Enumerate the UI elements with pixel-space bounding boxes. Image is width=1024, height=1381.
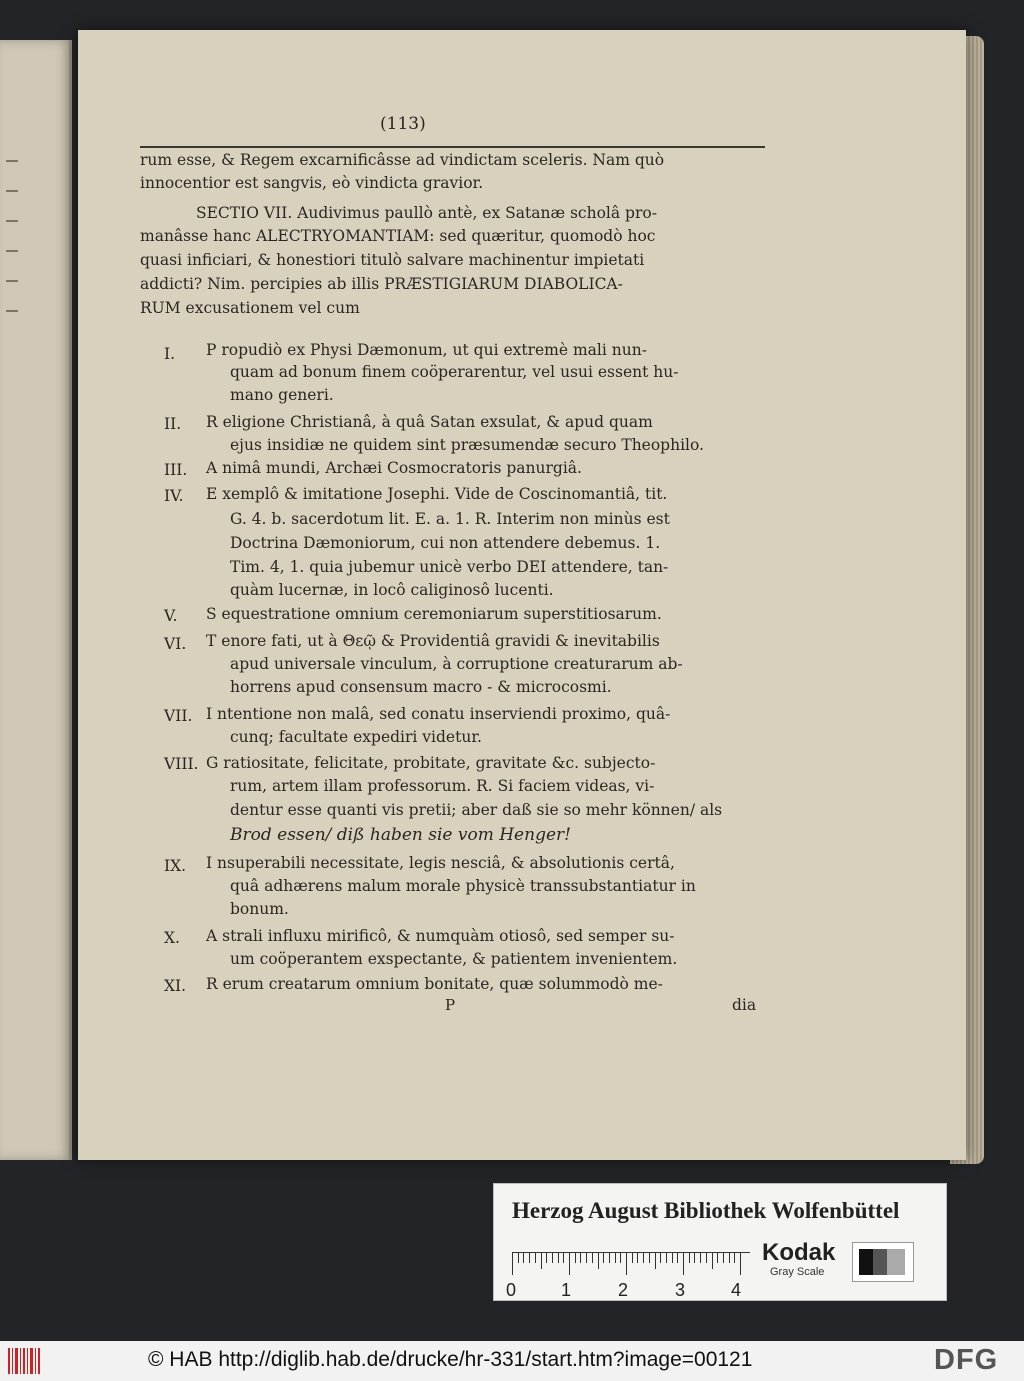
text-line: SECTIO VII. Audivimus paullò antè, ex Satanæ scholâ pro- — [196, 204, 657, 222]
item-line: A strali influxu mirificô, & numquàm otiosô, sed semper su- — [206, 927, 675, 945]
ruler-tick — [552, 1253, 553, 1263]
footer-bar — [0, 1341, 1024, 1381]
catchword: dia — [732, 996, 757, 1014]
item-line: ejus insidiæ ne quidem sint præsumendæ securo Theophilo. — [230, 436, 704, 454]
left-page-mark — [6, 220, 18, 222]
swatch-light — [887, 1249, 905, 1275]
item-line: quâ adhærens malum morale physicè transsubstantiatur in — [230, 877, 696, 895]
item-number: VI. — [164, 635, 187, 653]
ruler-tick — [734, 1253, 735, 1263]
ruler-tick — [683, 1253, 684, 1275]
ruler-tick — [740, 1253, 741, 1275]
swatch-black — [859, 1249, 873, 1275]
item-number: IX. — [164, 857, 187, 875]
item-line: G ratiositate, felicitate, probitate, gravitate &c. subjecto- — [206, 754, 656, 772]
text-line: rum esse, & Regem excarnificâsse ad vindictam sceleris. Nam quò — [140, 151, 665, 169]
text-line: innocentior est sangvis, eò vindicta gravior. — [140, 174, 484, 192]
item-line: P ropudiò ex Physi Dæmonum, ut qui extremè mali nun- — [206, 341, 647, 359]
ruler-tick — [620, 1253, 621, 1263]
ruler-tick — [615, 1253, 616, 1263]
ruler-tick — [632, 1253, 633, 1263]
ruler-tick — [706, 1253, 707, 1263]
left-page-mark — [6, 160, 18, 162]
item-line: quam ad bonum finem coöperarentur, vel usui essent hu- — [230, 363, 679, 381]
text-line: quasi inficiari, & honestiori titulò salvare machinentur impietati — [140, 251, 645, 269]
ruler-tick — [609, 1253, 610, 1263]
item-line: I nsuperabili necessitate, legis nesciâ, & absolutionis certâ, — [206, 854, 675, 872]
kodak-logo: Kodak — [762, 1239, 836, 1266]
item-line: G. 4. b. sacerdotum lit. E. a. 1. R. Interim non minùs est — [230, 510, 670, 528]
ruler-tick — [694, 1253, 695, 1263]
ruler-tick — [717, 1253, 718, 1263]
item-number: VIII. — [164, 755, 199, 773]
text-line: manâsse hanc ALECTRYOMANTIAM: sed quæritur, quomodò hoc — [140, 227, 656, 245]
ruler-tick — [535, 1253, 536, 1263]
ruler-tick — [529, 1253, 530, 1263]
page-header: (113) — [380, 114, 426, 134]
ruler-tick — [563, 1253, 564, 1263]
text-line: addicti? Nim. percipies ab illis PRÆSTIGIARUM DIABOLICA- — [140, 275, 623, 293]
item-line: Tim. 4, 1. quia jubemur unicè verbo DEI attendere, tan- — [230, 558, 669, 576]
item-line: R eligione Christianâ, à quâ Satan exsulat, & apud quam — [206, 413, 653, 431]
left-page-mark — [6, 280, 18, 282]
left-page-mark — [6, 190, 18, 192]
ruler-tick — [672, 1253, 673, 1263]
ruler-tick — [569, 1253, 570, 1275]
item-line: Brod essen/ diß haben sie vom Henger! — [230, 825, 571, 845]
ruler-tick — [689, 1253, 690, 1263]
ruler-tick — [660, 1253, 661, 1263]
item-line: apud universale vinculum, à corruptione creaturarum ab- — [230, 655, 683, 673]
item-line: A nimâ mundi, Archæi Cosmocratoris panurgiâ. — [206, 459, 582, 477]
ruler-tick — [723, 1253, 724, 1263]
item-line: Doctrina Dæmoniorum, cui non attendere debemus. 1. — [230, 534, 661, 552]
item-line: R erum creatarum omnium bonitate, quæ solummodò me- — [206, 975, 663, 993]
ruler-tick — [626, 1253, 627, 1275]
ruler-tick — [558, 1253, 559, 1263]
item-line: um coöperantem exspectante, & patientem invenientem. — [230, 950, 678, 968]
library-name: Herzog August Bibliothek Wolfenbüttel — [512, 1198, 900, 1223]
header-rule — [140, 146, 765, 148]
item-line: E xemplô & imitatione Josephi. Vide de Coscinomantiâ, tit. — [206, 485, 668, 503]
item-line: rum, artem illam professorum. R. Si faciem videas, vi- — [230, 777, 655, 795]
item-line: S equestratione omnium ceremoniarum superstitiosarum. — [206, 605, 662, 623]
ruler-number: 1 — [561, 1280, 572, 1300]
swatch-dark — [873, 1249, 887, 1275]
ruler-tick — [575, 1253, 576, 1263]
ruler-number: 2 — [618, 1280, 629, 1300]
library-target-card — [493, 1183, 947, 1301]
ruler-tick — [637, 1253, 638, 1263]
ruler-tick — [586, 1253, 587, 1263]
left-page-edge — [0, 40, 72, 1160]
page-fold — [69, 40, 72, 1160]
ruler-number: 0 — [506, 1280, 517, 1300]
item-number: XI. — [164, 977, 187, 995]
ruler-number: 4 — [731, 1280, 742, 1300]
ruler-tick — [598, 1253, 599, 1269]
barcode-icon — [8, 1348, 40, 1374]
ruler-tick — [603, 1253, 604, 1263]
item-number: II. — [164, 415, 182, 433]
item-line: bonum. — [230, 900, 289, 918]
dfg-logo: DFG — [934, 1344, 999, 1376]
text-line: RUM excusationem vel cum — [140, 299, 360, 317]
ruler-tick — [518, 1253, 519, 1263]
left-page-mark — [6, 250, 18, 252]
item-number: I. — [164, 345, 176, 363]
ruler-tick — [580, 1253, 581, 1263]
signature-mark: P — [445, 996, 456, 1014]
item-number: III. — [164, 461, 188, 479]
item-line: I ntentione non malâ, sed conatu inserviendi proximo, quâ- — [206, 705, 671, 723]
gray-scale-label: Gray Scale — [770, 1266, 825, 1278]
item-line: dentur esse quanti vis pretii; aber daß sie so mehr können/ als — [230, 801, 723, 819]
ruler-tick — [655, 1253, 656, 1269]
item-line: quàm lucernæ, in locô caliginosô lucenti. — [230, 581, 554, 599]
ruler-tick — [677, 1253, 678, 1263]
ruler-tick — [523, 1253, 524, 1263]
ruler-tick — [541, 1253, 542, 1269]
left-page-mark — [6, 310, 18, 312]
ruler-tick — [546, 1253, 547, 1263]
item-line: mano generi. — [230, 386, 334, 404]
ruler-tick — [712, 1253, 713, 1269]
ruler-tick — [512, 1253, 513, 1275]
scale-ruler — [512, 1252, 750, 1275]
ruler-tick — [666, 1253, 667, 1263]
copyright-url[interactable]: © HAB http://diglib.hab.de/drucke/hr-331/start.htm?image=00121 — [148, 1348, 753, 1371]
gray-swatch — [852, 1242, 914, 1282]
item-number: X. — [164, 929, 180, 947]
ruler-number: 3 — [675, 1280, 686, 1300]
item-line: horrens apud consensum macro - & microcosmi. — [230, 678, 612, 696]
ruler-tick — [643, 1253, 644, 1263]
item-number: VII. — [164, 707, 193, 725]
ruler-tick — [700, 1253, 701, 1263]
item-number: V. — [164, 607, 178, 625]
item-line: cunq; facultate expediri videtur. — [230, 728, 482, 746]
item-line: T enore fati, ut à Θεῷ & Providentiâ gravidi & inevitabilis — [206, 632, 660, 650]
ruler-tick — [592, 1253, 593, 1263]
ruler-tick — [729, 1253, 730, 1263]
ruler-tick — [649, 1253, 650, 1263]
item-number: IV. — [164, 487, 184, 505]
